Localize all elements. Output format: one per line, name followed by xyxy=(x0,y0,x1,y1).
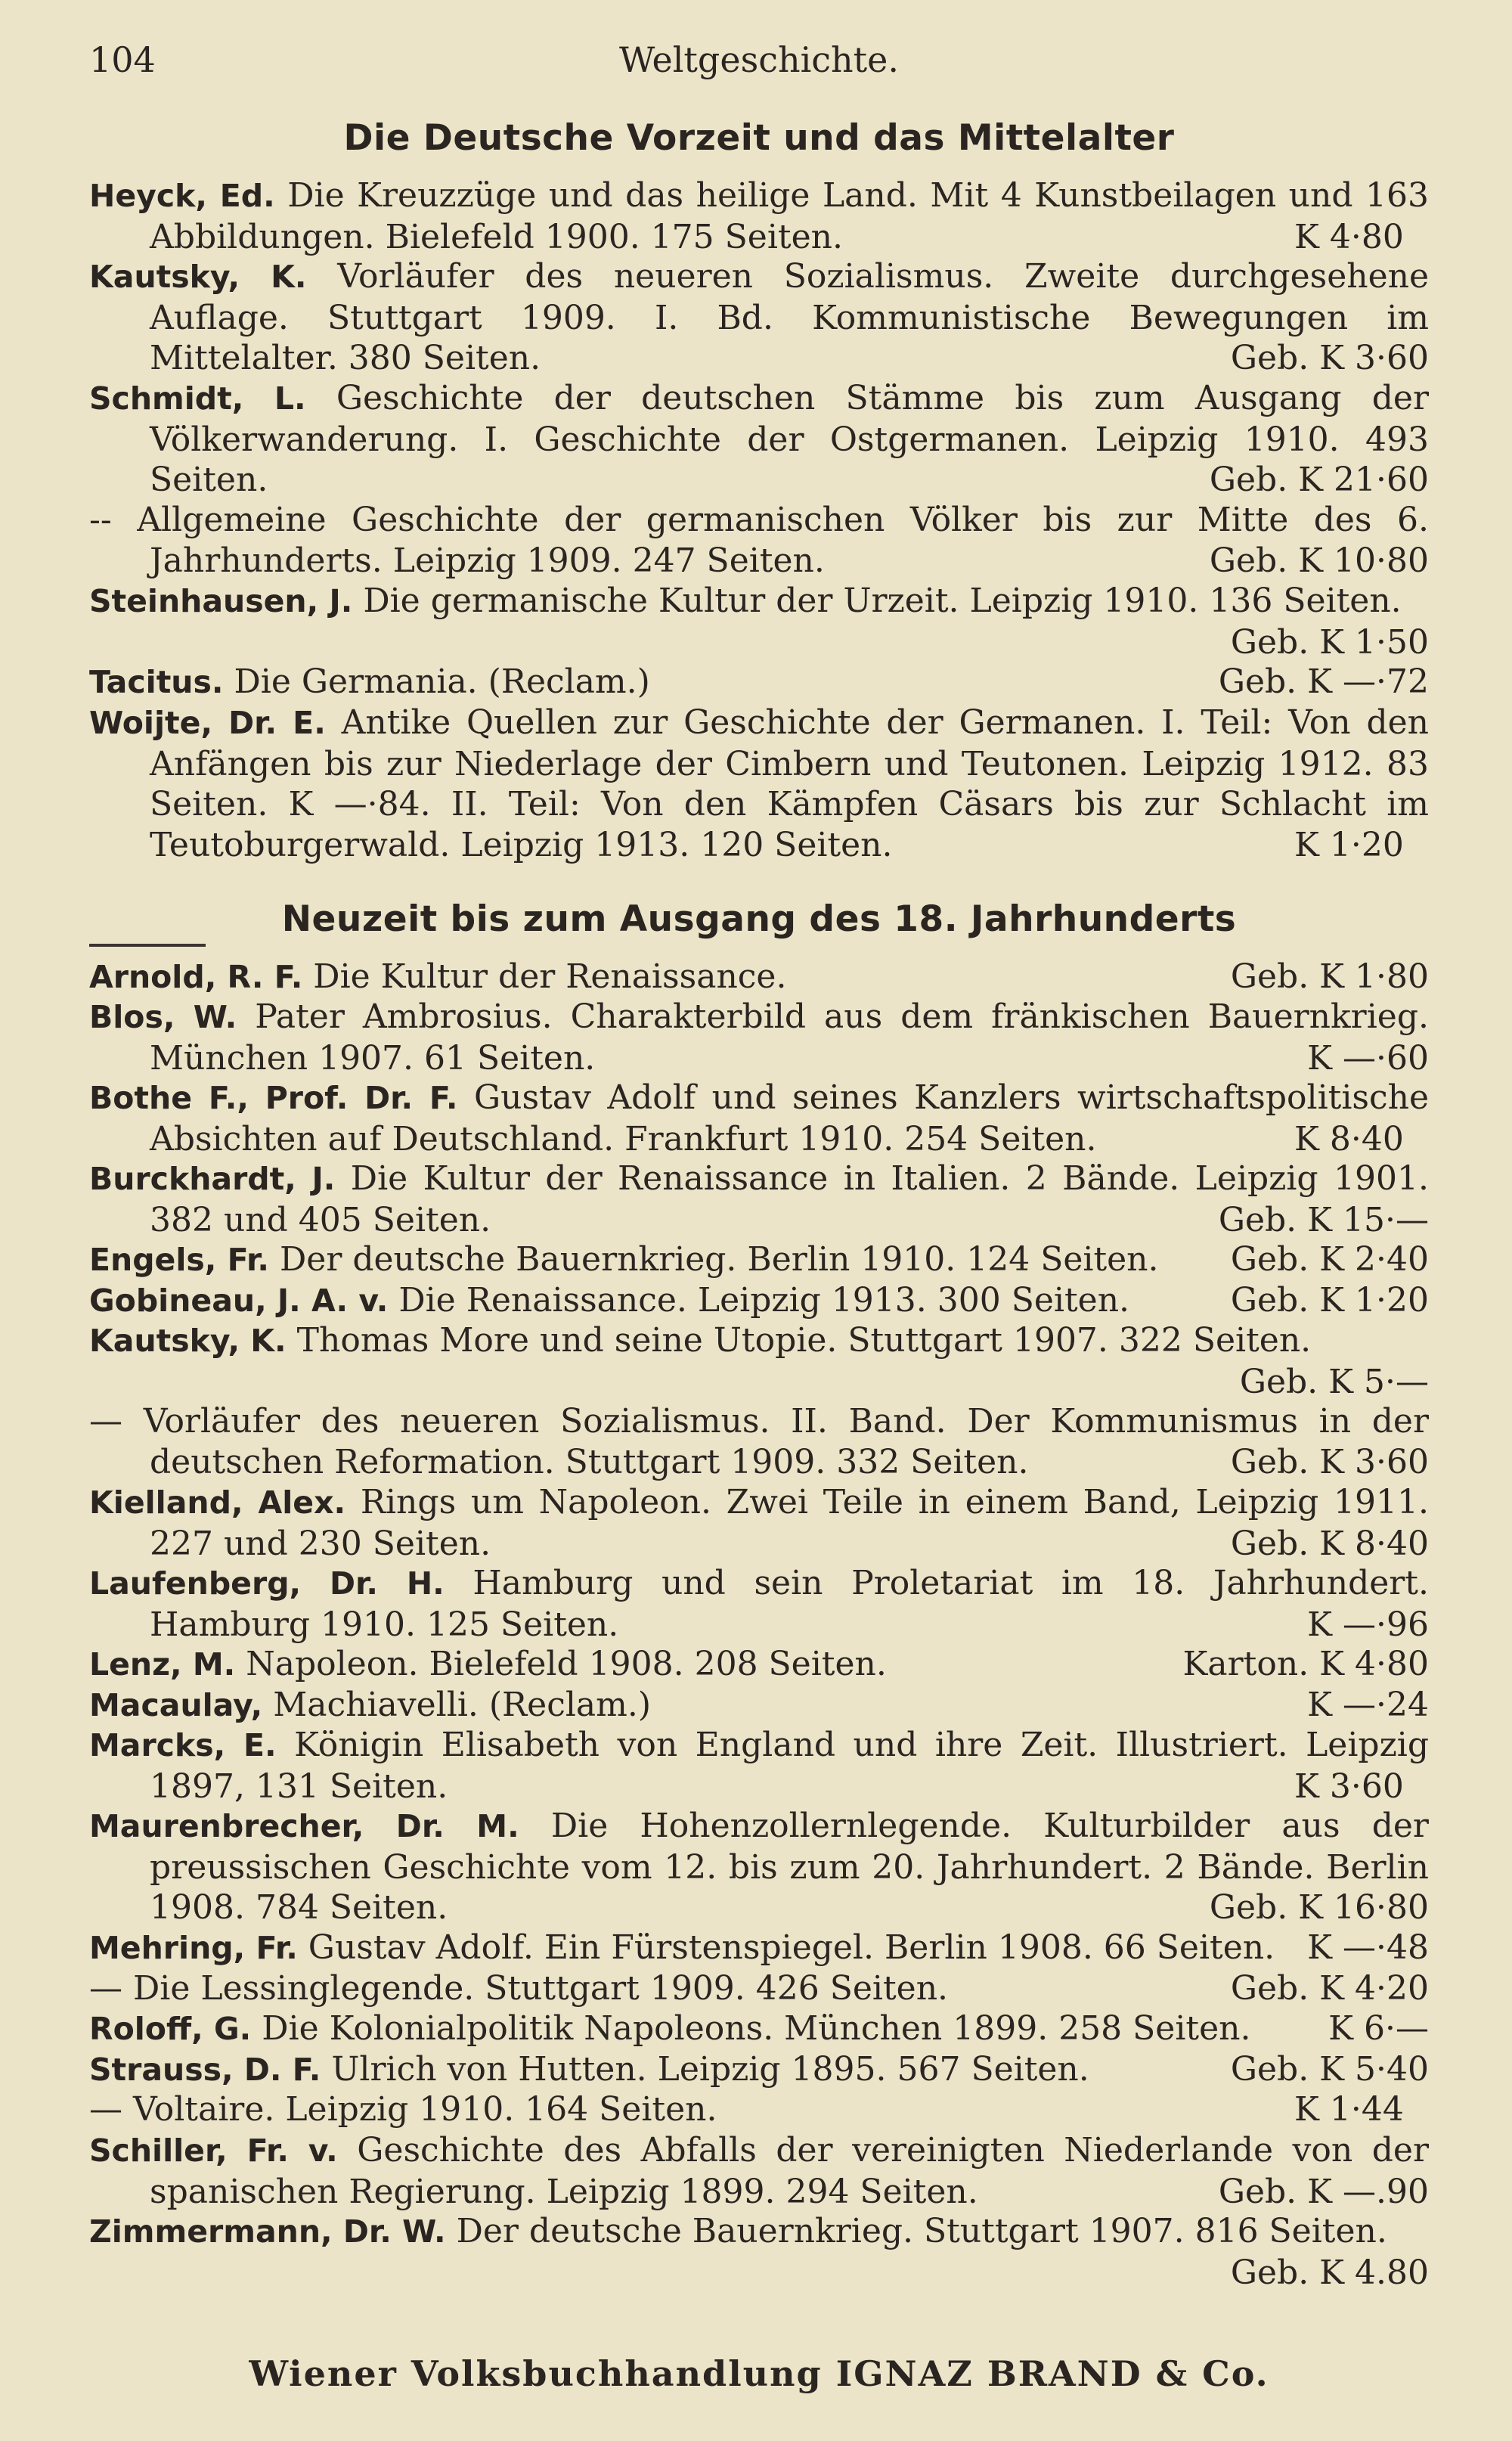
entry-author: Marcks, E. xyxy=(89,1727,277,1763)
entry-author: Laufenberg, Dr. H. xyxy=(89,1565,445,1602)
entry-author: Zimmermann, Dr. W. xyxy=(89,2213,446,2250)
entry-text: Königin Elisabeth von England und ihre Zeit. Illustriert. Leipzig 1897, 131 Seiten. xyxy=(150,1726,1430,1806)
entry-author: Kautsky, K. xyxy=(89,1323,287,1359)
entry-engels xyxy=(89,1239,1429,1281)
entry-text: Vorläufer des neueren Sozialismus. II. Band. Der Kommunismus in der deutschen Reformation. Stuttgart 1909. 332 Seiten. xyxy=(143,1402,1429,1481)
entry-author: Schiller, Fr. v. xyxy=(89,2132,338,2169)
entry-price: Geb. K 3·60 xyxy=(1230,339,1429,377)
entry-author: Gobineau, J. A. v. xyxy=(89,1283,389,1319)
entry-author: Kielland, Alex. xyxy=(89,1484,346,1521)
entry-text: Die Kultur der Renaissance. xyxy=(313,957,787,996)
entry-price: Geb. K 8·40 xyxy=(1230,1524,1429,1563)
entry-price: K 3·60 xyxy=(1294,1766,1404,1806)
entry-text: Antike Quellen zur Geschichte der Germanen. I. Teil: Von den Anfängen bis zur Niederlage der Cimbern und Teutonen. Leipzig 1912. 83 Seiten. K —·84. II. Teil: Von den Kämpfen Cäsars bis zur Schlacht im Teutoburgerwald. Leipzig 1913. 120 Seiten. xyxy=(150,703,1429,864)
entry-price: Geb. K 10·80 xyxy=(1209,541,1429,580)
entry-roloff xyxy=(89,2008,1429,2050)
entry-dash: — xyxy=(89,2090,122,2129)
entry-author: Burckhardt, J. xyxy=(89,1161,336,1197)
entry-kautsky-2 xyxy=(89,1320,1429,1402)
entry-price: Geb. K 2·40 xyxy=(1230,1240,1429,1279)
entry-price: K 1·44 xyxy=(1294,2090,1404,2129)
entry-author: Bothe F., Prof. Dr. F. xyxy=(89,1080,458,1116)
entry-author: Maurenbrecher, Dr. M. xyxy=(89,1808,519,1844)
entry-text: Gustav Adolf. Ein Fürstenspiegel. Berlin 1908. 66 Seiten. xyxy=(308,1928,1275,1967)
entry-price: K —·24 xyxy=(1307,1686,1429,1724)
entry-author: Strauss, D. F. xyxy=(89,2052,321,2088)
entry-price: Geb. K 15·— xyxy=(1218,1200,1429,1239)
entry-price: K 1·20 xyxy=(1294,825,1404,864)
entry-price: Geb. K —.90 xyxy=(1218,2172,1429,2211)
entry-schmidt-2 xyxy=(89,500,1429,581)
entry-gobineau xyxy=(89,1280,1429,1322)
entry-text: Machiavelli. (Reclam.) xyxy=(273,1686,652,1724)
entry-author: Lenz, M. xyxy=(89,1646,236,1683)
entry-text: Vorläufer des neueren Sozialismus. Zweite durchgesehene Auflage. Stuttgart 1909. I. Bd. Kommunistische Bewegungen im Mittelalter. 380 Seiten. xyxy=(150,257,1429,377)
entry-text: Thomas More und seine Utopie. Stuttgart 1907. 322 Seiten. xyxy=(296,1321,1312,1360)
entry-price: K —·60 xyxy=(1307,1038,1429,1078)
entry-text: Die Renaissance. Leipzig 1913. 300 Seiten. xyxy=(398,1281,1130,1320)
entry-marcks xyxy=(89,1725,1429,1807)
entry-dash: — xyxy=(89,1402,122,1441)
entry-text: Allgemeine Geschichte der germanischen Völker bis zur Mitte des 6. Jahrhunderts. Leipzig 1909. 247 Seiten. xyxy=(137,501,1429,580)
entry-price: Geb. K 3·60 xyxy=(1230,1442,1429,1481)
section-heading-mittelalter: Die Deutsche Vorzeit und das Mittelalter xyxy=(343,117,1175,159)
entry-text: Der deutsche Bauernkrieg. Stuttgart 1907. 816 Seiten. xyxy=(456,2212,1387,2250)
entry-text: Die germanische Kultur der Urzeit. Leipzig 1910. 136 Seiten. xyxy=(363,582,1402,620)
entry-tacitus xyxy=(89,662,1429,703)
entry-heyck xyxy=(89,175,1429,257)
entry-zimmermann xyxy=(89,2211,1429,2293)
publisher-footer: Wiener Volksbuchhandlung IGNAZ BRAND & Co. xyxy=(249,2353,1269,2394)
entry-dash: -- xyxy=(89,501,112,539)
entry-strauss-2 xyxy=(89,2089,1429,2130)
entry-text: Gustav Adolf und seines Kanzlers wirtschaftspolitische Absichten auf Deutschland. Frankfurt 1910. 254 Seiten. xyxy=(150,1078,1429,1158)
entry-schmidt xyxy=(89,378,1429,501)
entry-author: Roloff, G. xyxy=(89,2011,252,2047)
entry-steinhausen xyxy=(89,581,1429,662)
entry-price: K —·48 xyxy=(1307,1928,1429,1967)
entry-dash: — xyxy=(89,1969,122,2008)
section-heading-neuzeit: Neuzeit bis zum Ausgang des 18. Jahrhunderts xyxy=(281,898,1237,940)
page-number: 104 xyxy=(89,39,156,80)
entry-text: Die Lessinglegende. Stuttgart 1909. 426 Seiten. xyxy=(133,1969,949,2008)
entry-bothe xyxy=(89,1078,1429,1159)
entry-laufenberg xyxy=(89,1563,1429,1645)
entry-text: Hamburg und sein Proletariat im 18. Jahrhundert. Hamburg 1910. 125 Seiten. xyxy=(150,1564,1429,1644)
entry-author: Tacitus. xyxy=(89,664,224,700)
ornament-rule xyxy=(89,944,206,947)
entry-author: Woijte, Dr. E. xyxy=(89,705,326,741)
entry-strauss-1 xyxy=(89,2049,1429,2091)
entry-text: Pater Ambrosius. Charakterbild aus dem fränkischen Bauernkrieg. München 1907. 61 Seiten. xyxy=(150,997,1429,1078)
entry-price: Geb. K 16·80 xyxy=(1209,1888,1429,1927)
entry-text: Die Hohenzollernlegende. Kulturbilder aus der preussischen Geschichte vom 12. bis zum 20. Jahrhundert. 2 Bände. Berlin 1908. 784 Seiten. xyxy=(150,1807,1429,1927)
entry-price: Geb. K 1·20 xyxy=(1230,1281,1429,1320)
entry-schiller xyxy=(89,2130,1429,2212)
entry-price: Karton. K 4·80 xyxy=(1182,1645,1429,1683)
entry-text: Rings um Napoleon. Zwei Teile in einem Band, Leipzig 1911. 227 und 230 Seiten. xyxy=(150,1483,1429,1563)
entry-author: Steinhausen, J. xyxy=(89,583,353,619)
running-title: Weltgeschichte. xyxy=(618,39,900,80)
entry-kautsky-3 xyxy=(89,1401,1429,1482)
entry-text: Voltaire. Leipzig 1910. 164 Seiten. xyxy=(133,2090,717,2129)
entry-burckhardt xyxy=(89,1158,1429,1240)
entry-kautsky-1 xyxy=(89,256,1429,379)
entry-mehring-2 xyxy=(89,1968,1429,2009)
running-head xyxy=(89,39,1429,85)
entry-text: Geschichte der deutschen Stämme bis zum Ausgang der Völkerwanderung. I. Geschichte der Ostgermanen. Leipzig 1910. 493 Seiten. xyxy=(150,379,1430,499)
entry-price: Geb. K 21·60 xyxy=(1209,461,1429,499)
entry-maurenbrecher xyxy=(89,1806,1429,1928)
entry-text: Die Kultur der Renaissance in Italien. 2 Bände. Leipzig 1901. 382 und 405 Seiten. xyxy=(150,1159,1429,1239)
entry-price: Geb. K 1·80 xyxy=(1230,957,1429,996)
entry-author: Blos, W. xyxy=(89,999,237,1035)
entry-author: Engels, Fr. xyxy=(89,1242,269,1278)
entry-author: Schmidt, L. xyxy=(89,380,306,417)
entry-text: Napoleon. Bielefeld 1908. 208 Seiten. xyxy=(246,1645,887,1683)
entry-kielland xyxy=(89,1482,1429,1564)
entry-text: Die Germania. (Reclam.) xyxy=(234,662,650,701)
entry-price: K 8·40 xyxy=(1294,1119,1404,1158)
entry-author: Macaulay, xyxy=(89,1687,263,1723)
entry-arnold xyxy=(89,957,1429,998)
entry-macaulay xyxy=(89,1685,1429,1726)
entry-mehring-1 xyxy=(89,1928,1429,1969)
entry-author: Arnold, R. F. xyxy=(89,959,303,995)
entry-price: K —·96 xyxy=(1307,1605,1429,1644)
entry-price: Geb. K 5·— xyxy=(1239,1362,1429,1401)
entry-author: Kautsky, K. xyxy=(89,259,307,295)
entry-text: Ulrich von Hutten. Leipzig 1895. 567 Seiten. xyxy=(331,2050,1089,2089)
entry-price: Geb. K 1·50 xyxy=(1230,622,1429,662)
entry-text: Die Kreuzzüge und das heilige Land. Mit 4 Kunstbeilagen und 163 Abbildungen. Bielefeld 1900. 175 Seiten. xyxy=(150,176,1429,256)
entry-blos xyxy=(89,997,1429,1078)
entry-text: Der deutsche Bauernkrieg. Berlin 1910. 124 Seiten. xyxy=(280,1240,1159,1279)
entry-price: K 4·80 xyxy=(1294,217,1404,256)
entry-text: Geschichte des Abfalls der vereinigten Niederlande von der spanischen Regierung. Leipzig 1899. 294 Seiten. xyxy=(150,2131,1429,2211)
entry-author: Heyck, Ed. xyxy=(89,178,275,214)
entry-price: Geb. K 4.80 xyxy=(1230,2253,1429,2292)
entry-lenz xyxy=(89,1644,1429,1686)
entry-price: Geb. K 5·40 xyxy=(1230,2050,1429,2089)
entry-author: Mehring, Fr. xyxy=(89,1930,298,1966)
entry-text: Die Kolonialpolitik Napoleons. München 1899. 258 Seiten. xyxy=(262,2009,1251,2048)
entry-price: K 6·— xyxy=(1328,2009,1429,2048)
entry-woijte xyxy=(89,703,1429,865)
entry-price: Geb. K 4·20 xyxy=(1230,1969,1429,2008)
entry-price: Geb. K —·72 xyxy=(1218,662,1429,701)
